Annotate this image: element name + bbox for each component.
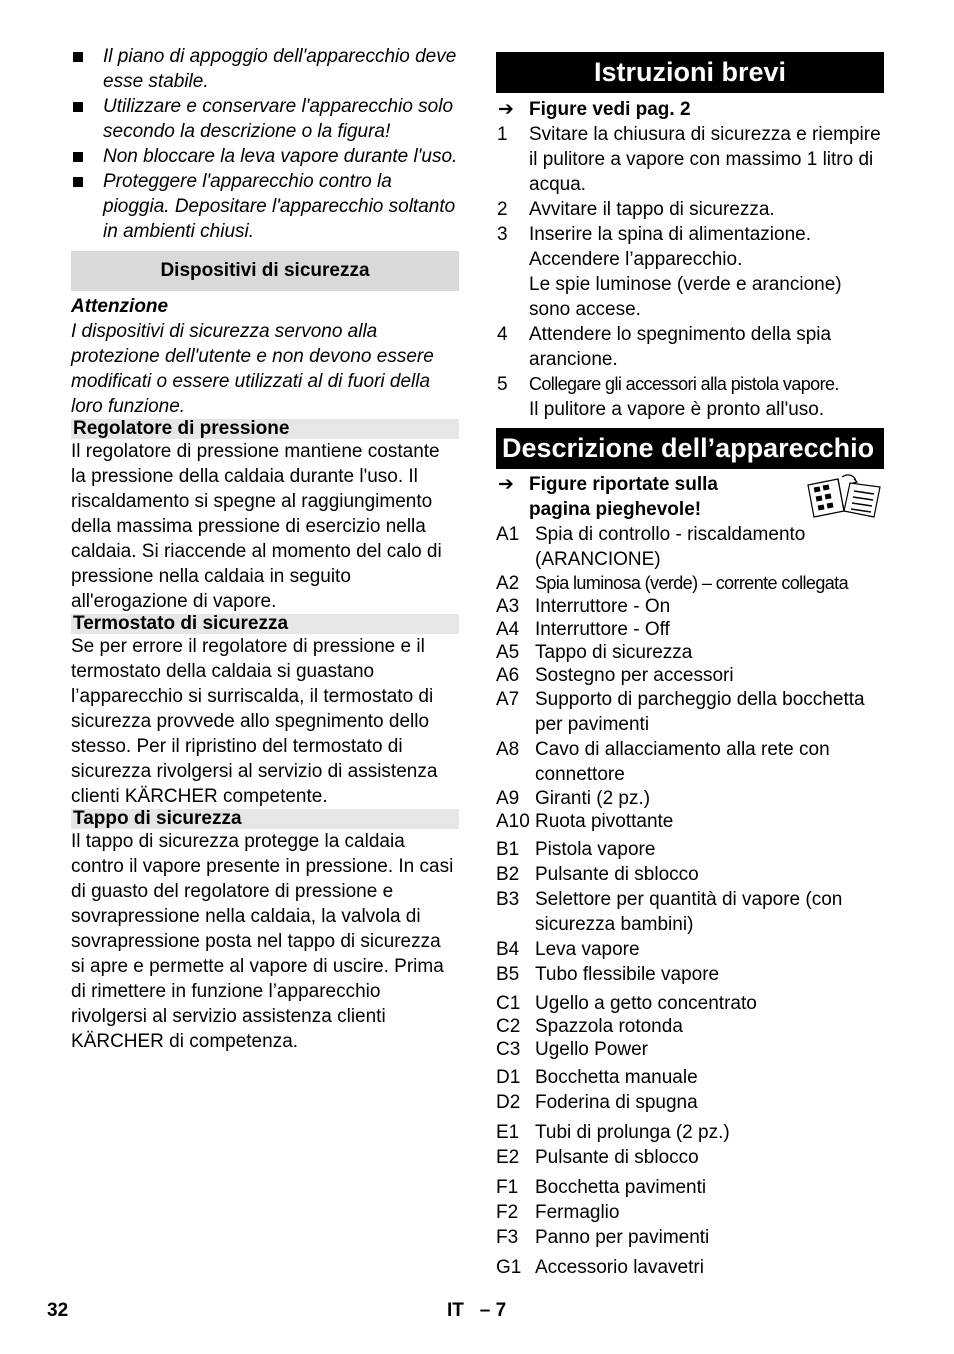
figure-reference	[496, 97, 884, 122]
arrow-right-icon: ➔	[498, 99, 514, 120]
safety-thermostat-text: Se per errore il regolatore di pressione e il termostato della caldaia si guastano l’apparecchio si surriscalda, il termostato di sicurezza provvede allo spegnimento dello stesso. Per il ripristino del termostato di sicurezza rivolgersi al servizio di assistenza clienti KÄRCHER competente.	[71, 636, 438, 807]
step-text: Svitare la chiusura di sicurezza e riempire il pulitore a vapore con massimo 1 litro di acqua.	[529, 124, 881, 195]
legend-item	[496, 992, 884, 1015]
legend-item	[496, 1120, 884, 1145]
legend-item	[496, 787, 884, 810]
legend-key: A8	[496, 739, 520, 760]
legend-value: Tubi di prolunga (2 pz.)	[535, 1122, 730, 1143]
legend-value: Spia di controllo - riscaldamento (ARANCIONE)	[535, 524, 806, 570]
legend-item	[496, 810, 884, 833]
step-item	[496, 222, 884, 322]
legend-value: Foderina di spugna	[535, 1092, 698, 1113]
legend-item	[496, 572, 884, 595]
legend-item	[496, 664, 884, 687]
short-instructions-heading: Istruzioni brevi	[496, 52, 884, 93]
legend-value: Tappo di sicurezza	[535, 642, 693, 663]
legend-value: Ugello Power	[535, 1039, 648, 1060]
step-text-line3: Le spie luminose (verde e arancione) sono accese.	[529, 274, 842, 320]
legend-value: Bocchetta pavimenti	[535, 1177, 707, 1198]
legend-key: A2	[496, 573, 520, 594]
foldout-reference-text: Figure riportate sulla pagina pieghevole!	[529, 474, 718, 520]
step-number: 5	[497, 374, 508, 395]
step-number: 3	[497, 224, 508, 245]
legend-value: Cavo di allacciamento alla rete con connettore	[535, 739, 830, 785]
pressure-regulator-text: Il regolatore di pressione mantiene costante la pressione della caldaia durante l'uso. Il riscaldamento si spegne al raggiungimento della massima pressione di esercizio nella caldaia. Si riaccende al momento del calo di pressione nella caldaia in seguito all'erogazione di vapore.	[71, 441, 442, 612]
language-page-label: IT – 7	[447, 1300, 507, 1321]
step-text-line2: Accendere l’apparecchio.	[529, 249, 743, 270]
legend-key: A7	[496, 689, 520, 710]
legend-value: Interruttore - Off	[535, 619, 670, 640]
step-text: Inserire la spina di alimentazione.	[529, 224, 811, 245]
legend-value: Spia luminosa (verde) – corrente collegata	[535, 573, 848, 593]
bullet-item	[71, 144, 459, 169]
safety-thermostat-heading: Termostato di sicurezza	[71, 614, 459, 634]
legend-item	[496, 1145, 884, 1170]
legend-item	[496, 737, 884, 787]
legend-value: Ugello a getto concentrato	[535, 993, 757, 1014]
step-number: 2	[497, 199, 508, 220]
step-item	[496, 197, 884, 222]
legend-item	[496, 1015, 884, 1038]
step-item	[496, 372, 884, 422]
legend-key: F3	[496, 1227, 519, 1248]
safety-devices-heading: Dispositivi di sicurezza	[71, 251, 459, 291]
legend-key: B5	[496, 964, 520, 985]
legend-value: Pulsante di sblocco	[535, 864, 699, 885]
figure-reference-text: Figure vedi pag. 2	[529, 99, 691, 120]
legend-key: C1	[496, 993, 521, 1014]
legend-value: Sostegno per accessori	[535, 665, 734, 686]
legend-item	[496, 641, 884, 664]
right-column	[496, 52, 884, 1280]
bullet-item	[71, 44, 459, 94]
legend-key: A9	[496, 788, 520, 809]
legend-value: Leva vapore	[535, 939, 640, 960]
legend-item	[496, 1038, 884, 1061]
foldout-reference	[496, 472, 884, 522]
legend-key: A4	[496, 619, 520, 640]
legend-item	[496, 595, 884, 618]
bullet-text: Utilizzare e conservare l'apparecchio solo secondo la descrizione o la figura!	[103, 96, 454, 142]
square-bullet-icon	[73, 152, 83, 162]
legend-value: Pulsante di sblocco	[535, 1147, 699, 1168]
legend-value: Supporto di parcheggio della bocchetta per pavimenti	[535, 689, 865, 735]
legend-value: Pistola vapore	[535, 839, 656, 860]
legend-key: A6	[496, 665, 520, 686]
legend-key: E2	[496, 1147, 520, 1168]
legend-key: A1	[496, 524, 520, 545]
bullet-text: Il piano di appoggio dell'apparecchio deve esse stabile.	[103, 46, 457, 92]
foldout-book-icon	[804, 473, 884, 521]
square-bullet-icon	[73, 52, 83, 62]
step-text: Avvitare il tappo di sicurezza.	[529, 199, 775, 220]
legend-key: E1	[496, 1122, 520, 1143]
legend-key: B1	[496, 839, 520, 860]
legend-key: F2	[496, 1202, 519, 1223]
legend-key: A10	[496, 811, 530, 832]
legend-item	[496, 837, 884, 862]
legend-item	[496, 522, 884, 572]
legend-value: Ruota pivottante	[535, 811, 674, 832]
warning-title: Attenzione	[71, 296, 169, 317]
legend-key: C3	[496, 1039, 521, 1060]
legend-item	[496, 1065, 884, 1090]
parts-legend	[496, 522, 884, 1280]
legend-value: Accessorio lavavetri	[535, 1257, 704, 1278]
legend-value: Tubo flessibile vapore	[535, 964, 720, 985]
legend-item	[496, 887, 884, 937]
legend-value: Bocchetta manuale	[535, 1067, 698, 1088]
step-number: 4	[497, 324, 508, 345]
legend-item	[496, 937, 884, 962]
legend-key: B4	[496, 939, 520, 960]
legend-value: Fermaglio	[535, 1202, 620, 1223]
legend-key: D2	[496, 1092, 521, 1113]
legend-value: Selettore per quantità di vapore (con sicurezza bambini)	[535, 889, 843, 935]
bullet-text: Non bloccare la leva vapore durante l'uso.	[103, 146, 458, 167]
legend-item	[496, 1200, 884, 1225]
bullet-text: Proteggere l'apparecchio contro la pioggia. Depositare l'apparecchio soltanto in ambienti chiusi.	[103, 171, 456, 242]
legend-value: Interruttore - On	[535, 596, 671, 617]
device-description-heading: Descrizione dell’apparecchio	[496, 428, 884, 469]
legend-item	[496, 862, 884, 887]
step-item	[496, 322, 884, 372]
legend-key: F1	[496, 1177, 519, 1198]
left-column	[71, 44, 459, 1054]
legend-value: Panno per pavimenti	[535, 1227, 710, 1248]
legend-item	[496, 687, 884, 737]
legend-key: A3	[496, 596, 520, 617]
page-number: 32	[47, 1300, 69, 1321]
bullet-item	[71, 169, 459, 244]
legend-key: B2	[496, 864, 520, 885]
safety-cap-text: Il tappo di sicurezza protegge la caldaia contro il vapore presente in pressione. In casi di guasto del regolatore di pressione e sovrapressione nella caldaia, la valvola di sovrapressione posta nel tappo di sicurezza si apre e permette al vapore di uscire. Prima di rimettere in funzione l’apparecchio rivolgersi al servizio assistenza clienti KÄRCHER di competenza.	[71, 831, 454, 1052]
legend-key: A5	[496, 642, 520, 663]
legend-key: B3	[496, 889, 520, 910]
legend-item	[496, 1090, 884, 1115]
step-text: Collegare gli accessori alla pistola vapore.	[529, 374, 839, 394]
legend-item	[496, 962, 884, 987]
step-text: Attendere lo spegnimento della spia arancione.	[529, 324, 832, 370]
square-bullet-icon	[73, 102, 83, 112]
arrow-right-icon: ➔	[498, 474, 514, 495]
legend-item	[496, 1255, 884, 1280]
legend-value: Spazzola rotonda	[535, 1016, 683, 1037]
legend-key: C2	[496, 1016, 521, 1037]
legend-item	[496, 618, 884, 641]
safety-cap-heading: Tappo di sicurezza	[71, 809, 459, 829]
square-bullet-icon	[73, 177, 83, 187]
step-item	[496, 122, 884, 197]
step-text-line2: Il pulitore a vapore è pronto all'uso.	[529, 399, 825, 420]
step-number: 1	[497, 124, 508, 145]
legend-key: G1	[496, 1257, 522, 1278]
legend-value: Giranti (2 pz.)	[535, 788, 651, 809]
legend-item	[496, 1175, 884, 1200]
warning-text: I dispositivi di sicurezza servono alla protezione dell'utente e non devono essere modificati o essere utilizzati al di fuori della loro funzione.	[71, 321, 434, 417]
legend-item	[496, 1225, 884, 1250]
pressure-regulator-heading: Regolatore di pressione	[71, 419, 459, 439]
bullet-item	[71, 94, 459, 144]
legend-key: D1	[496, 1067, 521, 1088]
